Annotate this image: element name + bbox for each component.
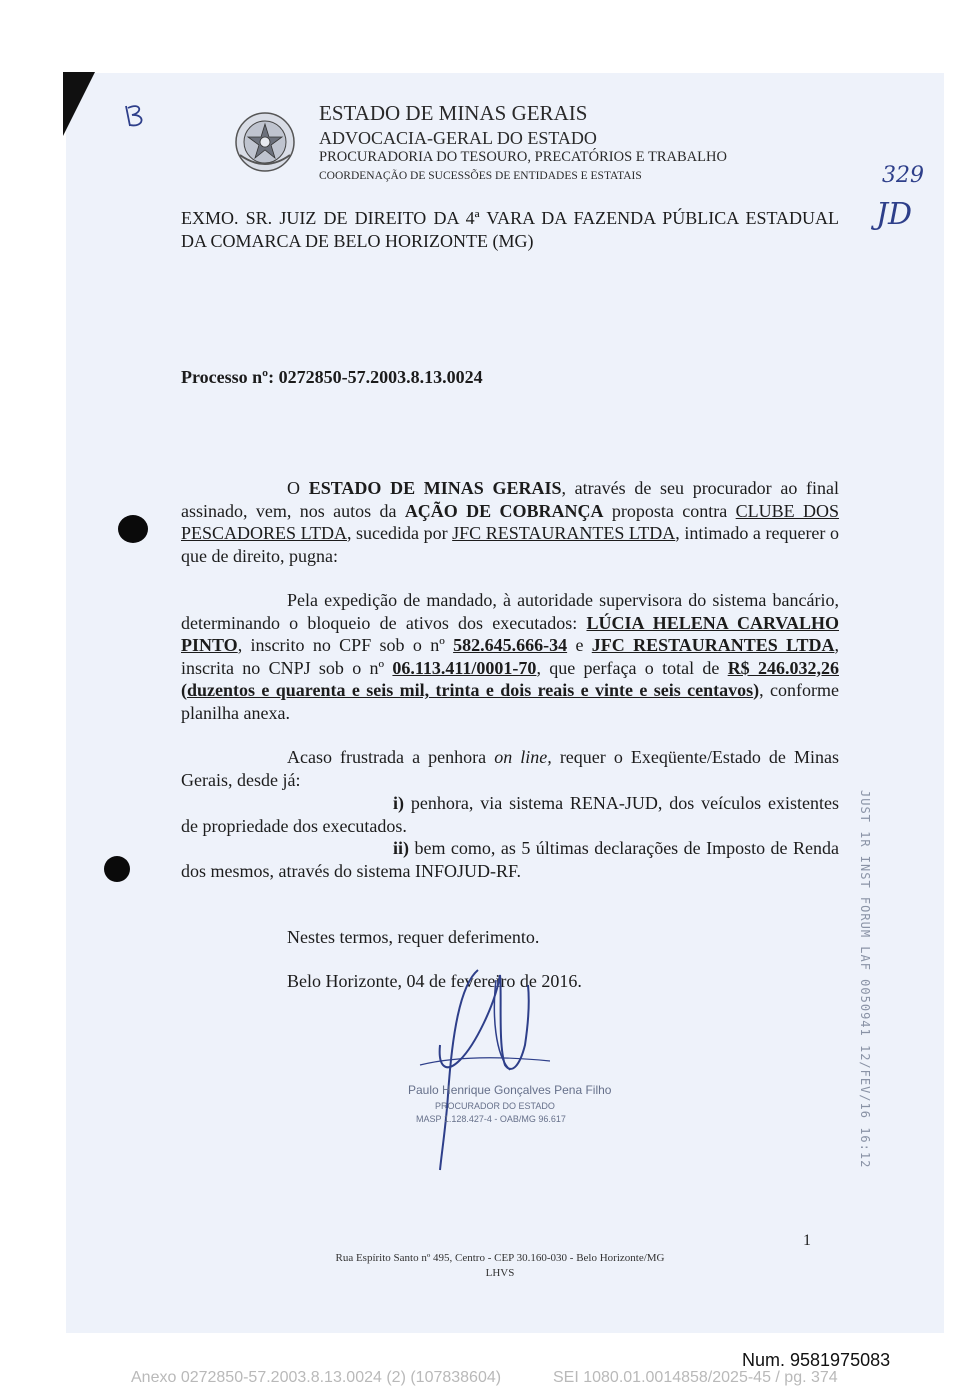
process-label: Processo nº: xyxy=(181,367,275,387)
process-number: 0272850-57.2003.8.13.0024 xyxy=(278,367,483,387)
italic-term: on line, xyxy=(494,747,552,767)
header-state-name: ESTADO DE MINAS GERAIS xyxy=(319,101,588,125)
successor-name: JFC RESTAURANTES LTDA xyxy=(452,523,676,543)
closing xyxy=(181,926,839,949)
item-text: bem como, as 5 últimas declarações de Imposto de Renda dos mesmos, através do sistema INFOJUD-RF. xyxy=(181,838,839,881)
text-run: Acaso frustrada a penhora xyxy=(287,747,495,767)
text-run: ( xyxy=(181,680,187,700)
header-agency: ADVOCACIA-GERAL DO ESTADO xyxy=(319,128,597,148)
signer-role: PROCURADOR DO ESTADO xyxy=(435,1101,555,1111)
cpf-number: 582.645.666-34 xyxy=(453,635,568,655)
folio-rubric: JD xyxy=(876,197,913,232)
item-one xyxy=(181,792,839,837)
document-id: Num. 9581975083 xyxy=(742,1350,891,1370)
amount-in-words: duzentos e quarenta e seis mil, trinta e dois reais e vinte e seis centavos xyxy=(187,680,754,700)
paragraph-request xyxy=(181,589,839,724)
executed-company: JFC RESTAURANTES LTDA xyxy=(591,635,835,655)
addressee: EXMO. SR. JUIZ DE DIREITO DA 4ª VARA DA FAZENDA PÚBLICA ESTADUAL DA COMARCA DE BELO HORIZONTE (MG) xyxy=(181,208,839,251)
scan-binding-mark xyxy=(63,72,95,136)
text-run: , através de seu procurador ao final assinado, vem, nos autos da xyxy=(181,478,840,521)
text-run: ) xyxy=(753,680,760,700)
defendant-name: CLUBE DOS PESCADORES LTDA xyxy=(181,500,840,543)
state-emblem-icon xyxy=(234,111,296,173)
text-run: O xyxy=(287,478,309,498)
punch-hole xyxy=(118,515,148,543)
handwritten-signature xyxy=(400,965,560,1175)
text-run: , intimado a requerer o que de direito, pugna: xyxy=(181,523,839,566)
folio-number: 329 xyxy=(882,163,924,188)
page-number: 1 xyxy=(803,1232,811,1249)
handwritten-folio xyxy=(876,156,932,236)
closing-text: Nestes termos, requer deferimento. xyxy=(287,927,540,947)
signer-masp: MASP 1.128.427-4 - OAB/MG 96.617 xyxy=(416,1114,566,1124)
protocol-stamp: JUST 1R INST FORUM LAF 0050941 12/FEV/16 16:12 xyxy=(858,790,872,1169)
header-coordination: COORDENAÇÃO DE SUCESSÕES DE ENTIDADES E ESTATAIS xyxy=(319,170,642,182)
item-label: ii) xyxy=(393,838,409,858)
text-run: , inscrita no CNPJ sob o nº xyxy=(181,635,839,678)
paragraph-intro xyxy=(181,477,839,567)
place-date-text: Belo Horizonte, 04 de fevereiro de 2016. xyxy=(287,971,582,991)
item-label: i) xyxy=(393,793,404,813)
text-run: Pela expedição de mandado, à autoridade supervisora do sistema bancário, determinando o bloqueio de ativos dos executados: xyxy=(181,590,839,633)
header-department: PROCURADORIA DO TESOURO, PRECATÓRIOS E TRABALHO xyxy=(319,149,727,165)
paragraph-alternative xyxy=(181,746,839,791)
process-line xyxy=(181,366,839,389)
cnpj-number: 06.113.411/0001-70 xyxy=(392,657,537,678)
footer-address: Rua Espírito Santo nº 495, Centro - CEP 30.160-030 - Belo Horizonte/MG xyxy=(335,1252,665,1264)
action-type: AÇÃO DE COBRANÇA xyxy=(404,500,604,521)
handwritten-corner-mark xyxy=(90,70,150,130)
sei-reference: SEI 1080.01.0014858/2025-45 / pg. 374 xyxy=(553,1369,838,1386)
total-amount: R$ 246.032,26 xyxy=(727,657,839,678)
footer-initials: LHVS xyxy=(485,1267,515,1279)
signer-name: Paulo Henrique Gonçalves Pena Filho xyxy=(408,1083,612,1097)
text-run: , conforme planilha anexa. xyxy=(181,680,840,723)
attachment-reference: Anexo 0272850-57.2003.8.13.0024 (2) (107838604) xyxy=(131,1369,502,1386)
plaintiff-name: ESTADO DE MINAS GERAIS xyxy=(308,478,562,498)
text-run: , sucedida por xyxy=(346,523,453,543)
item-two xyxy=(181,837,839,882)
item-text: penhora, via sistema RENA-JUD, dos veículos existentes de propriedade dos executados. xyxy=(181,793,839,836)
text-run: e xyxy=(567,635,592,655)
executed-person: LÚCIA HELENA CARVALHO PINTO xyxy=(181,612,839,655)
punch-hole xyxy=(104,856,130,882)
corner-mark-value: B xyxy=(90,70,91,71)
text-run: proposta contra xyxy=(603,500,736,521)
text-run: , que perfaça o total de xyxy=(536,657,728,678)
text-run: requer o Exeqüente/Estado de Minas Gerais, desde já: xyxy=(181,747,839,790)
text-run: , inscrito no CPF sob o nº xyxy=(237,635,454,655)
